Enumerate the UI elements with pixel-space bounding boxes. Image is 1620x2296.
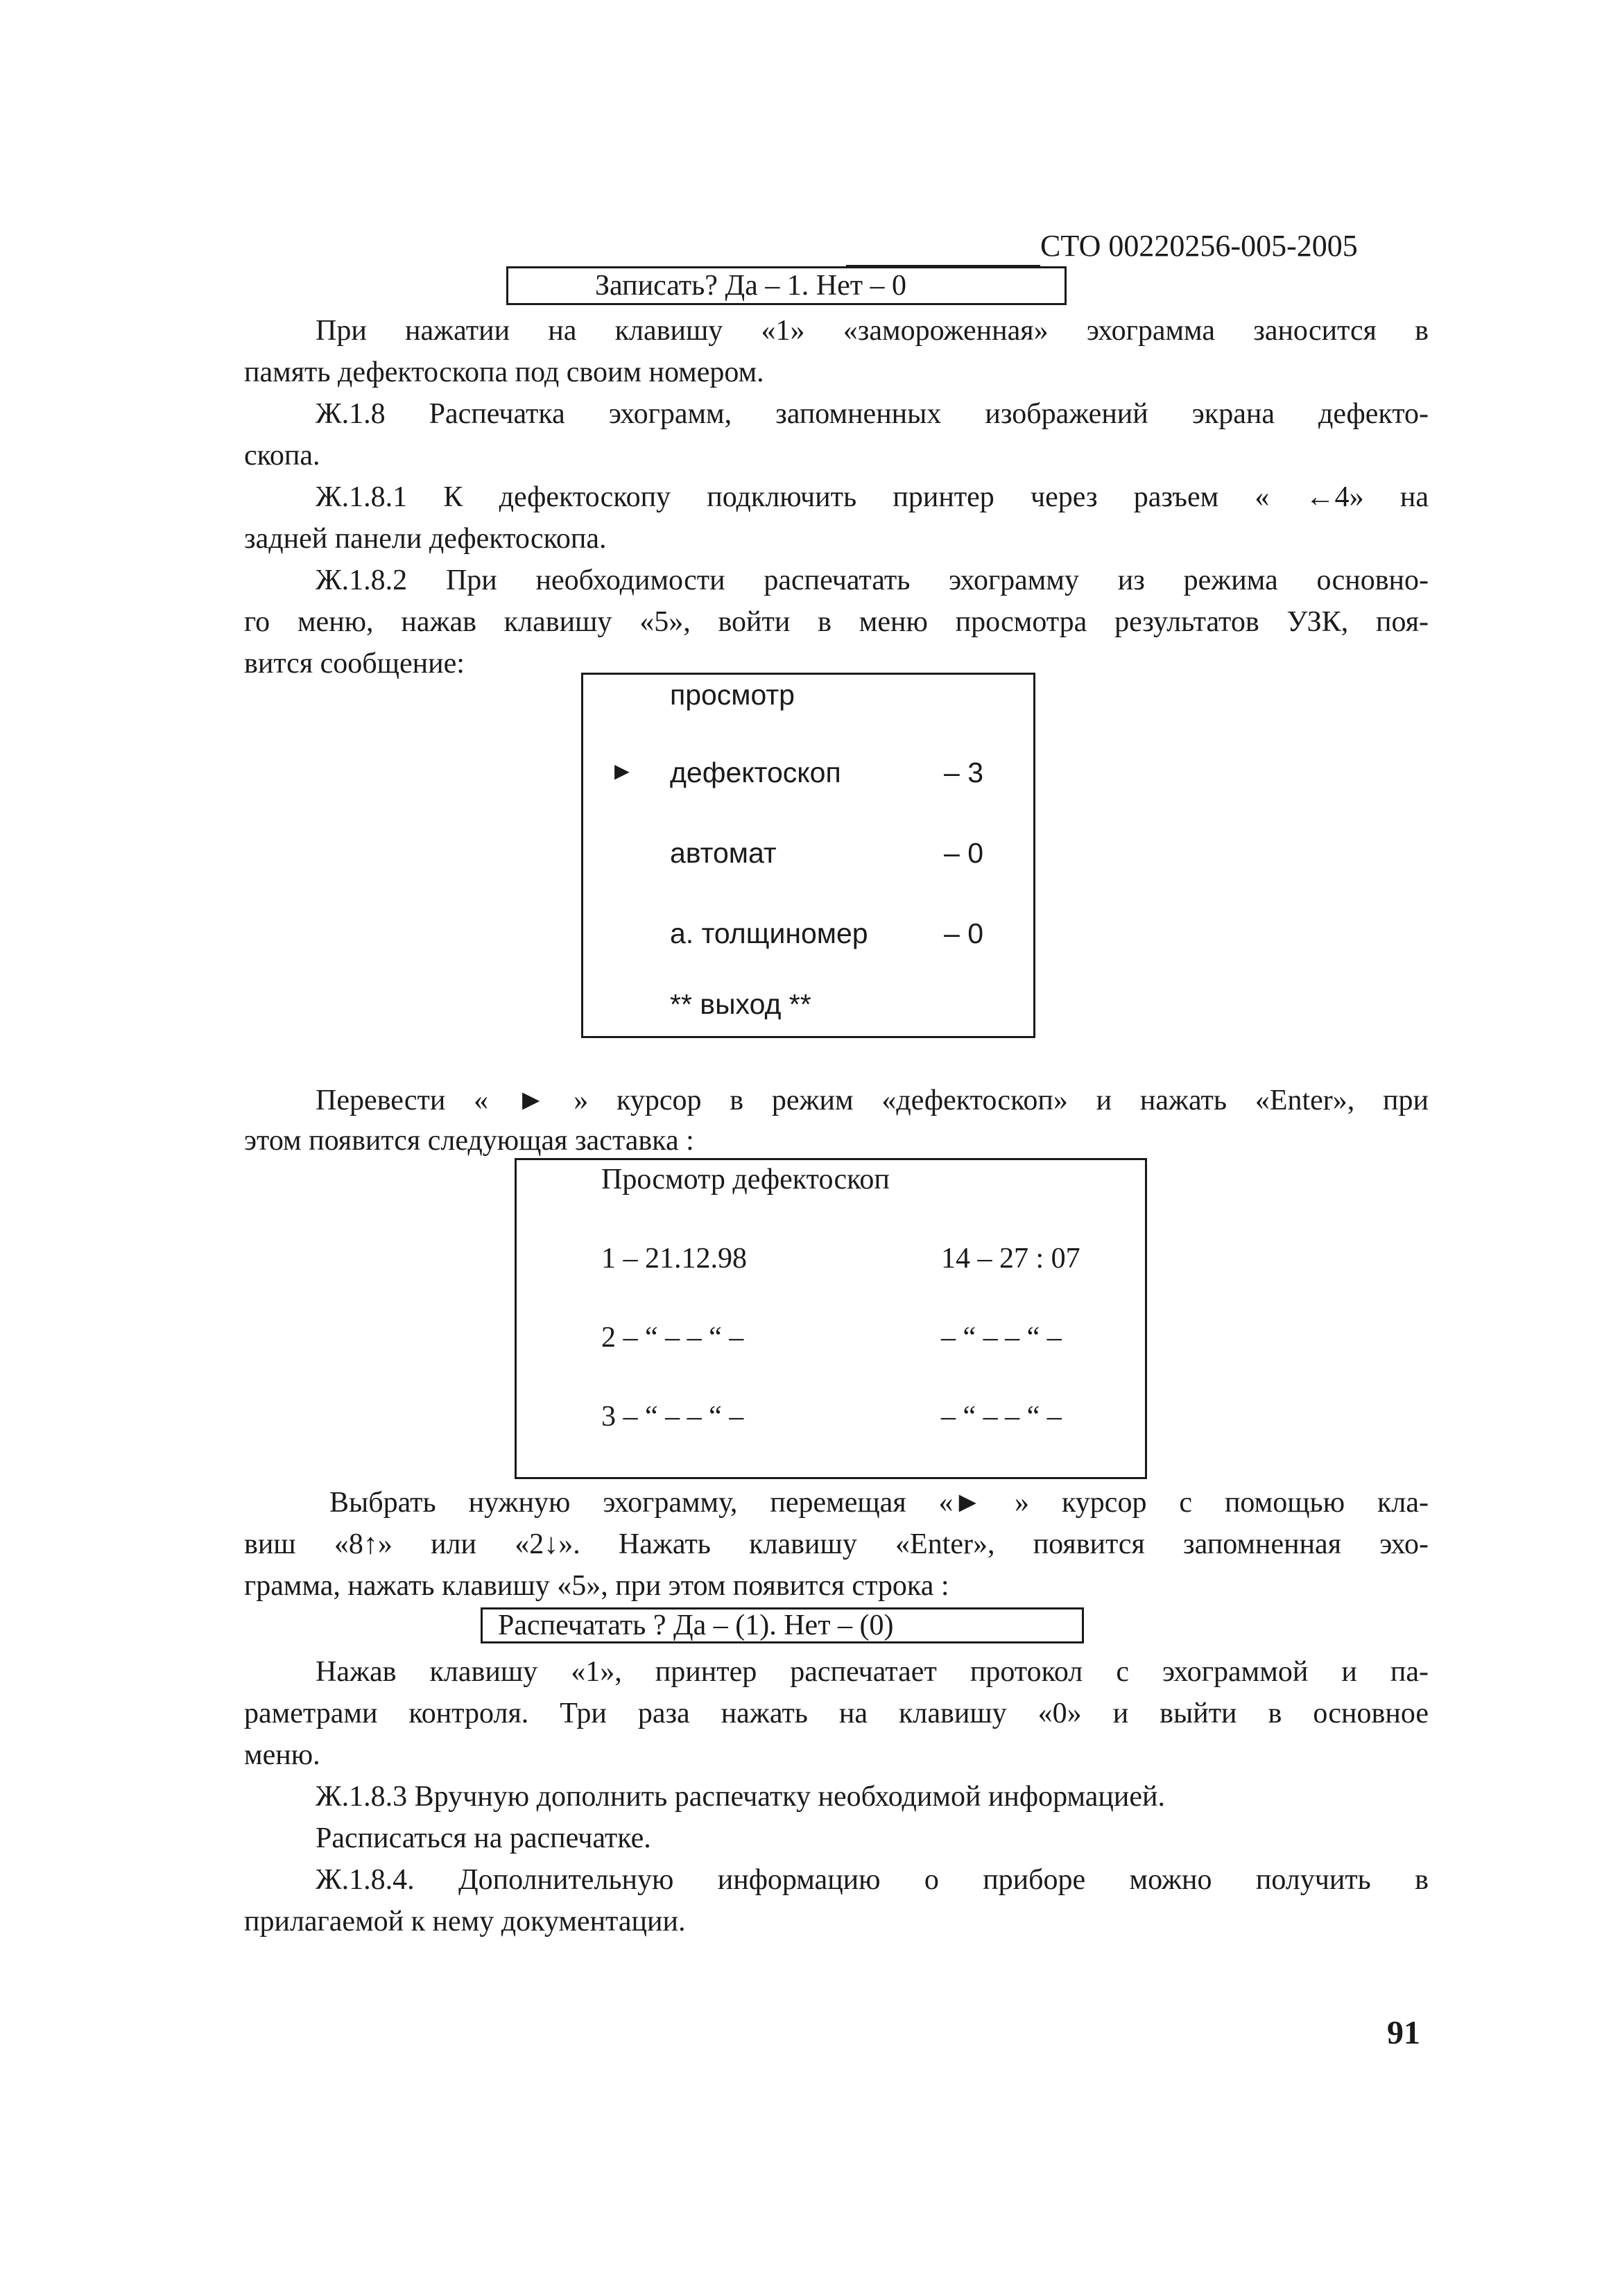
para3-line1: Ж.1.8.1 К дефектоскопу подключить принтер через разъем « ←4» на: [316, 481, 1429, 513]
para8-line1: Ж.1.8.3 Вручную дополнить распечатку необходимой информацией.: [316, 1781, 1165, 1813]
menu-item-defectoscope[interactable]: дефектоскоп: [670, 757, 841, 788]
print-prompt-box: [481, 1607, 1084, 1643]
para4-line1: Ж.1.8.2 При необходимости распечатать эхограмму из режима основно-: [316, 564, 1429, 596]
para6-line3: грамма, нажать клавишу «5», при этом появится строка :: [244, 1570, 949, 1602]
para1-line1: При нажатии на клавишу «1» «замороженная» эхограмма заносится в: [316, 315, 1429, 347]
para7-line3: меню.: [244, 1739, 320, 1771]
menu-item-defectoscope-count: – 3: [944, 757, 983, 788]
record-row-1-date[interactable]: 1 – 21.12.98: [601, 1243, 747, 1275]
para10-line2: прилагаемой к нему документации.: [244, 1906, 686, 1937]
para5-line1: Перевести « ► » курсор в режим «дефектоскоп» и нажать «Enter», при: [316, 1085, 1429, 1116]
record-prompt-text: Записать? Да – 1. Нет – 0: [595, 270, 907, 302]
menu-item-automat-count: – 0: [944, 837, 983, 869]
menu-item-automat[interactable]: автомат: [670, 837, 777, 869]
para6-line2: виш «8↑» или «2↓». Нажать клавишу «Enter», появится запомненная эхо-: [244, 1528, 1429, 1560]
record-row-2-date[interactable]: 2 – “ – – “ –: [601, 1322, 744, 1354]
para4-line3: вится сообщение:: [244, 648, 465, 680]
defectoscope-review-box: [515, 1158, 1147, 1479]
para7-line2: раметрами контроля. Три раза нажать на клавишу «0» и выйти в основное: [244, 1698, 1429, 1729]
record-row-3-time: – “ – – “ –: [941, 1401, 1062, 1433]
para3-line2: задней панели дефектоскопа.: [244, 523, 607, 555]
para2-line1: Ж.1.8 Распечатка эхограмм, запомненных изображений экрана дефекто-: [316, 398, 1429, 430]
para4-line2: го меню, нажав клавишу «5», войти в меню просмотра результатов УЗК, поя-: [244, 606, 1429, 638]
para10-line1: Ж.1.8.4. Дополнительную информацию о приборе можно получить в: [316, 1864, 1429, 1896]
record-row-2-time: – “ – – “ –: [941, 1322, 1062, 1354]
menu-item-thickness-gauge[interactable]: а. толщиномер: [670, 917, 868, 949]
menu-item-exit[interactable]: ** выход **: [670, 988, 811, 1020]
page-number: 91: [1387, 2014, 1420, 2051]
para7-line1: Нажав клавишу «1», принтер распечатает протокол с эхограммой и па-: [316, 1656, 1429, 1688]
review-menu-box: [581, 673, 1035, 1038]
menu-item-thickness-gauge-count: – 0: [944, 917, 983, 949]
print-prompt-text: Распечатать ? Да – (1). Нет – (0): [498, 1609, 894, 1641]
record-row-1-time: 14 – 27 : 07: [941, 1243, 1080, 1275]
para1-line2: память дефектоскопа под своим номером.: [244, 356, 764, 388]
para9-line1: Расписаться на распечатке.: [316, 1822, 651, 1854]
review-screen-title: Просмотр дефектоскоп: [601, 1164, 890, 1196]
para2-line2: скопа.: [244, 440, 320, 472]
record-prompt-box: [506, 266, 1067, 305]
record-row-3-date[interactable]: 3 – “ – – “ –: [601, 1401, 744, 1433]
para5-line2: этом появится следующая заставка :: [244, 1125, 694, 1157]
document-code: СТО 00220256-005-2005: [1040, 229, 1358, 263]
review-menu-title: просмотр: [670, 679, 795, 711]
cursor-icon: ►: [610, 757, 635, 785]
para6-line1: Выбрать нужную эхограмму, перемещая «► » курсор с помощью кла-: [329, 1487, 1429, 1519]
